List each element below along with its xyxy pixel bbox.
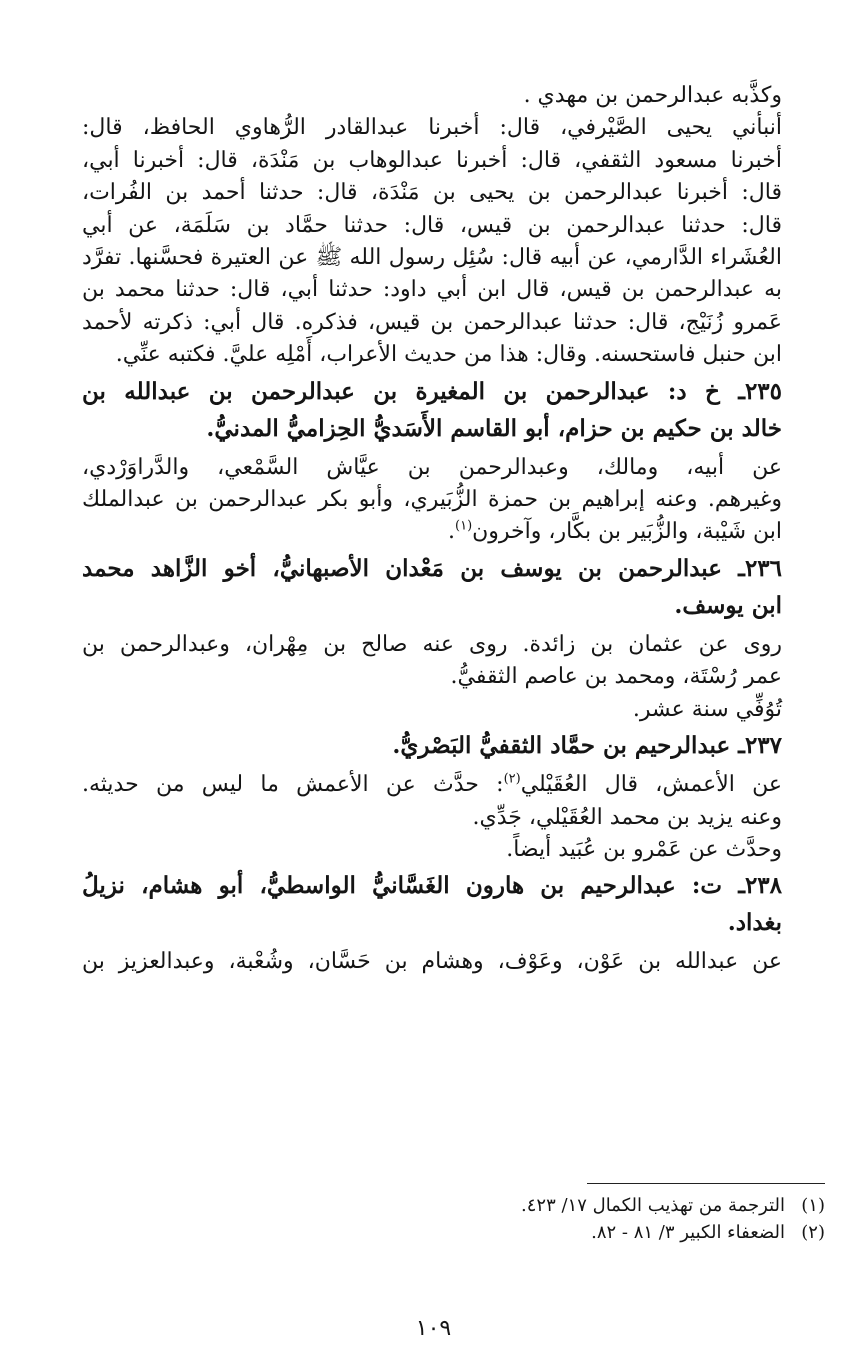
line-text: ابن شَيْبة، والزُّبَير بن بكَّار، وآخرون: [472, 519, 782, 545]
entry-heading-235-cont: خالد بن حكيم بن حزام، أبو القاسم الأَسَديُّ الحِزاميُّ المدنيُّ.: [206, 414, 782, 442]
body-line: [82, 516, 782, 548]
body-line: وحدَّث عن عَمْرو بن عُبَيد أيضاً.: [506, 836, 782, 862]
line-text: عن الأعمش، قال العُقَيْلي: [520, 772, 782, 798]
body-line: أخبرنا مسعود الثقفي، قال: أخبرنا عبدالوهاب بن مَنْدَة، قال: أخبرنا أبي،: [82, 147, 782, 173]
page-body: [82, 80, 782, 979]
entry-heading-238: ٢٣٨ـ ت: عبدالرحيم بن هارون الغَسَّانيُّ الواسطيُّ، أبو هشام، نزيلُ: [82, 872, 782, 900]
entry-heading-236-cont: ابن يوسف.: [674, 591, 782, 619]
line-end: .: [448, 519, 455, 545]
footnote-ref-2[interactable]: (٢): [503, 771, 521, 787]
body-line: العُشَراء الدَّارمي، عن أبيه قال: سُئِل رسول الله ﷺ عن العتيرة فحسَّنها. تفرَّد: [82, 245, 782, 271]
footnote-1: [125, 1192, 825, 1219]
entry-heading-237: ٢٣٧ـ عبدالرحيم بن حمَّاد الثقفيُّ البَصْريُّ.: [392, 732, 782, 760]
footnote-text: الترجمة من تهذيب الكمال ١٧/ ٤٢٣.: [521, 1195, 785, 1216]
body-line: ابن حنبل فاستحسنه. وقال: هذا من حديث الأعراب، أَمْلِه عليَّ. فكتبه عنِّي.: [115, 342, 782, 368]
footnote-number: (١): [801, 1195, 825, 1216]
body-line: قال: حدثنا عبدالرحمن بن قيس، قال: حدثنا حمَّاد بن سَلَمَة، عن أبي: [82, 212, 782, 238]
footnote-2: [125, 1219, 825, 1246]
body-line: روى عن عثمان بن زائدة. روى عنه صالح بن مِهْران، وعبدالرحمن بن: [82, 631, 782, 657]
body-line: وغيرهم. وعنه إبراهيم بن حمزة الزُّبَيري، وأبو بكر عبدالرحمن بن عبدالملك: [82, 487, 782, 513]
body-line: تُوُفِّي سنة عشر.: [632, 696, 782, 722]
body-line: وكذَّبه عبدالرحمن بن مهدي .: [523, 83, 782, 108]
entry-heading-236: ٢٣٦ـ عبدالرحمن بن يوسف بن مَعْدان الأصبهانيُّ، أخو الزَّاهد محمد: [82, 554, 782, 582]
footnote-divider: [587, 1183, 825, 1184]
footnotes: [125, 1192, 825, 1246]
body-line: به عبدالرحمن بن قيس، قال ابن أبي داود: حدثنا أبي، قال: حدثنا محمد بن: [82, 277, 782, 303]
body-line: [82, 769, 782, 801]
page-number: ١٠٩: [415, 1316, 452, 1341]
body-line: أنبأني يحيى الصَّيْرفي، قال: أخبرنا عبدالقادر الرُّهاوي الحافظ، قال:: [82, 115, 782, 141]
footnote-ref-1[interactable]: (١): [455, 519, 473, 535]
footnote-text: الضعفاء الكبير ٣/ ٨١ - ٨٢.: [591, 1222, 785, 1243]
entry-heading-235: ٢٣٥ـ خ د: عبدالرحمن بن المغيرة بن عبدالرحمن بن عبدالله بن: [82, 377, 782, 405]
body-line: عمر رُسْتَة، ومحمد بن عاصم الثقفيُّ.: [450, 664, 782, 690]
entry-heading-238-cont: بغداد.: [727, 909, 782, 937]
body-line: عن أبيه، ومالك، وعبدالرحمن بن عيَّاش السَّمْعي، والدَّراوَرْدي،: [82, 454, 782, 480]
body-line: قال: أخبرنا عبدالرحمن بن يحيى بن مَنْدَة، قال: حدثنا أحمد بن الفُرات،: [82, 180, 782, 206]
footnote-number: (٢): [801, 1222, 825, 1243]
body-line: عَمرو زُنَيْج، قال: حدثنا عبدالرحمن بن قيس، فذكره. قال أبي: ذكرته لأحمد: [82, 309, 782, 335]
line-text: : حدَّث عن الأعمش ما ليس من حديثه.: [82, 772, 504, 798]
body-line: وعنه يزيد بن محمد العُقَيْلي، جَدِّي.: [472, 804, 782, 830]
body-line: عن عبدالله بن عَوْن، وعَوْف، وهشام بن حَسَّان، وشُعْبة، وعبدالعزيز بن: [82, 949, 782, 975]
